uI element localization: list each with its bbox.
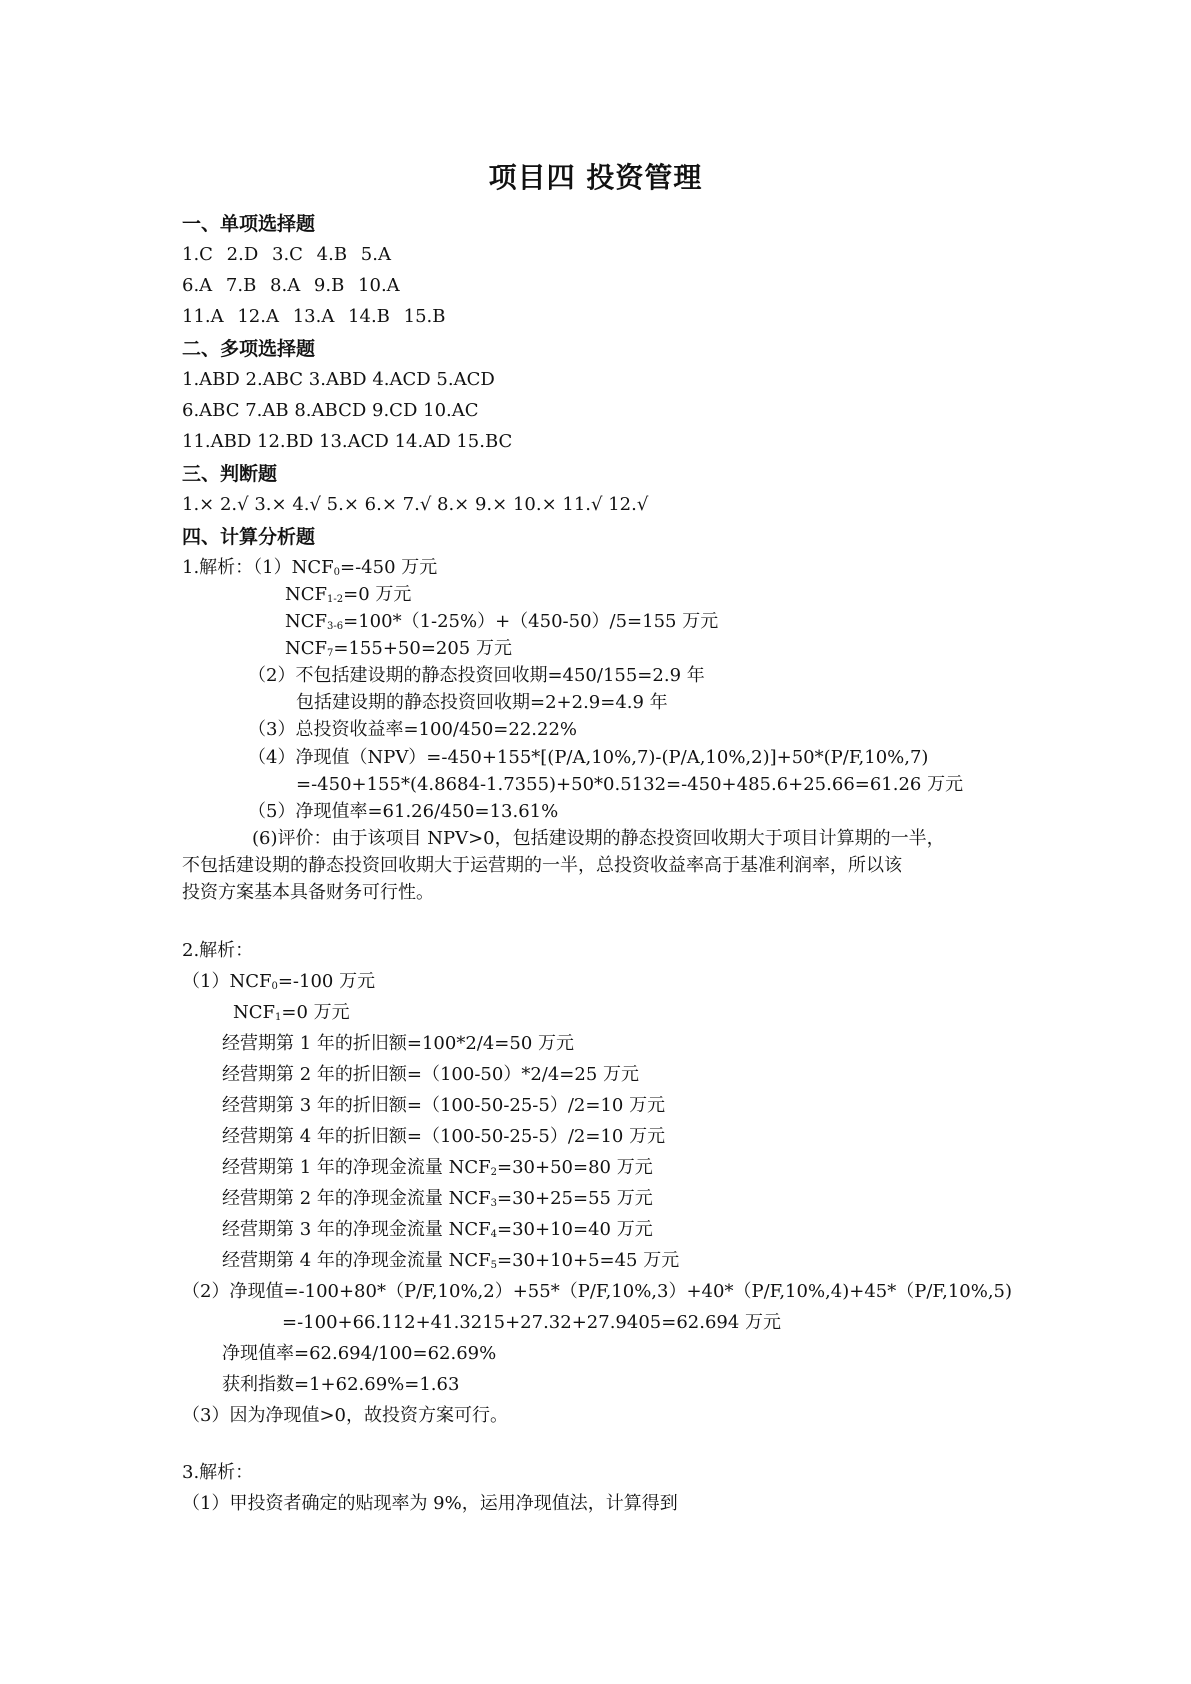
q2-line: 经营期第 2 年的折旧额=（100-50）*2/4=25 万元 — [222, 1064, 639, 1085]
q2-line: 经营期第 1 年的净现金流量 $NCF_2=30+50=80$ 万元 — [222, 1157, 653, 1178]
section-heading-calculation: 四、计算分析题 — [182, 526, 316, 548]
multiple-choice-answer-line: 6.ABC 7.AB 8.ABCD 9.CD 10.AC — [182, 400, 479, 421]
q1-line: （5）净现值率=61.26/450=13.61% — [248, 801, 559, 822]
multiple-choice-answer-line: 11.ABD 12.BD 13.ACD 14.AD 15.BC — [182, 431, 513, 452]
q1-line: （4）净现值（NPV）=-450+155*[(P/A,10%,7)-(P/A,10%,2)]+50*(P/F,10%,7) — [248, 747, 929, 768]
q2-line: 经营期第 3 年的净现金流量 $NCF_4=30+10=40$ 万元 — [222, 1219, 653, 1240]
single-choice-answer-line: 11.A 12.A 13.A 14.B 15.B — [182, 306, 446, 327]
q1-line: 投资方案基本具备财务可行性。 — [182, 882, 434, 903]
single-choice-answer-line: 1.C 2.D 3.C 4.B 5.A — [182, 244, 391, 265]
single-choice-answer-line: 6.A 7.B 8.A 9.B 10.A — [182, 275, 400, 296]
q1-line: （3）总投资收益率=100/450=22.22% — [248, 719, 578, 740]
q1-line: $NCF_7=155+50=205$ 万元 — [285, 638, 512, 659]
q2-line: $(1)NCF_0=-100$ 万元 — [182, 971, 376, 992]
true-false-answer-line: 1.× 2.√ 3.× 4.√ 5.× 6.× 7.√ 8.× 9.× 10.× 11.√ 12.√ — [182, 494, 649, 515]
q2-line: 经营期第 2 年的净现金流量 $NCF_3=30+25=55$ 万元 — [222, 1188, 653, 1209]
q2-line: 经营期第 1 年的折旧额=100*2/4=50 万元 — [222, 1033, 575, 1054]
q1-line: 1.解析：$(1)NCF_0=-450$ 万元 — [182, 557, 438, 578]
q2-line: $NCF_1=0$ 万元 — [233, 1002, 350, 1023]
q3-line: （1）甲投资者确定的贴现率为 9%，运用净现值法，计算得到 — [182, 1493, 678, 1514]
section-heading-true-false: 三、判断题 — [182, 463, 278, 485]
q2-line: 获利指数=1+62.69%=1.63 — [222, 1374, 460, 1395]
q1-line: =-450+155*(4.8684-1.7355)+50*0.5132=-450+485.6+25.66=61.26 万元 — [296, 774, 964, 795]
q1-line: 不包括建设期的静态投资回收期大于运营期的一半，总投资收益率高于基准利润率，所以该 — [182, 855, 902, 876]
q2-line: =-100+66.112+41.3215+27.32+27.9405=62.694 万元 — [282, 1312, 782, 1333]
q2-heading: 2.解析： — [182, 940, 254, 961]
q1-line: 包括建设期的静态投资回收期=2+2.9=4.9 年 — [296, 692, 668, 713]
q3-heading: 3.解析： — [182, 1462, 254, 1483]
q2-line: 经营期第 3 年的折旧额=（100-50-25-5）/2=10 万元 — [222, 1095, 666, 1116]
multiple-choice-answer-line: 1.ABD 2.ABC 3.ABD 4.ACD 5.ACD — [182, 369, 495, 390]
q2-line: 经营期第 4 年的净现金流量 $NCF_5=30+10+5=45$ 万元 — [222, 1250, 680, 1271]
q2-line: （2）净现值=-100+80*（P/F,10%,2）+55*（P/F,10%,3）+40*（P/F,10%,4)+45*（P/F,10%,5) — [182, 1281, 1013, 1302]
q1-line: $NCF_{3-6}=100*(1-25\%)+(450-50)/5=155$ 万元 — [285, 611, 719, 632]
q2-line: （3）因为净现值>0，故投资方案可行。 — [182, 1405, 508, 1426]
q1-line: （2）不包括建设期的静态投资回收期=450/155=2.9 年 — [248, 665, 705, 686]
q1-line: $NCF_{1-2}=0$ 万元 — [285, 584, 412, 605]
section-heading-multiple-choice: 二、多项选择题 — [182, 338, 316, 360]
q2-line: 净现值率=62.694/100=62.69% — [222, 1343, 497, 1364]
q2-line: 经营期第 4 年的折旧额=（100-50-25-5）/2=10 万元 — [222, 1126, 666, 1147]
section-heading-single-choice: 一、单项选择题 — [182, 213, 316, 235]
page-title: 项目四 投资管理 — [488, 161, 703, 194]
q1-line: (6)评价：由于该项目 NPV>0，包括建设期的静态投资回收期大于项目计算期的一半， — [252, 828, 945, 849]
